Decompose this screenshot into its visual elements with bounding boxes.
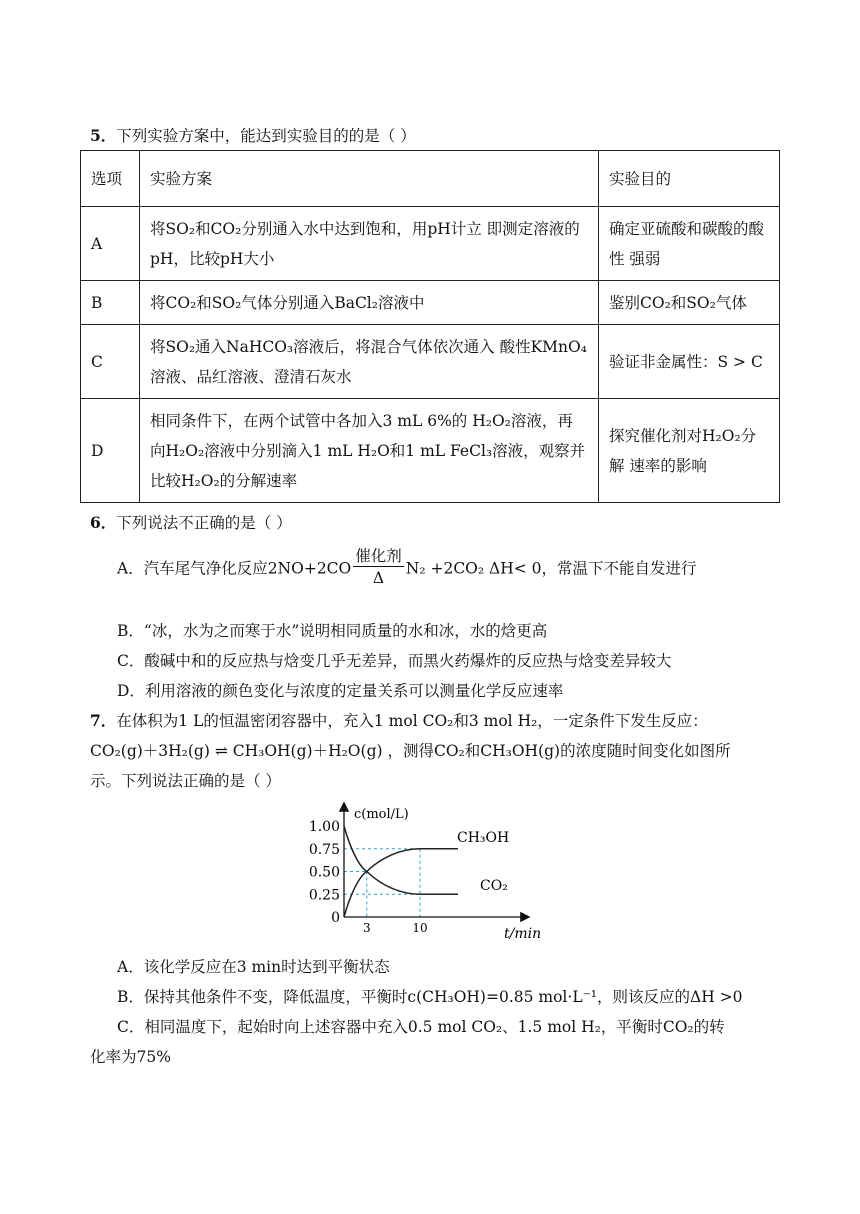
option-label: B	[81, 281, 140, 325]
option-label: C	[81, 325, 140, 399]
table-row	[81, 281, 780, 325]
question-7-text: 在体积为1 L的恒温密闭容器中，充入1 mol CO₂和3 mol H₂，一定条件下发生反应：	[116, 712, 708, 730]
question-5-number: 5．	[90, 126, 117, 145]
question-6-option-b: B．“冰，水为之而寒于水”说明相同质量的水和冰，水的焓更高	[117, 622, 548, 640]
question-7-line-2: CO₂(g)＋3H₂(g) ⇌ CH₃OH(g)＋H₂O(g) ，测得CO₂和CH₃OH(g)的浓度随时间变化如图所	[90, 742, 731, 760]
table-row	[81, 325, 780, 399]
series-line-ch3oh	[344, 849, 458, 917]
question-6-text: 下列说法不正确的是（ ）	[116, 514, 292, 532]
x-tick-label: 3	[362, 921, 371, 935]
question-7-option-a: A．该化学反应在3 min时达到平衡状态	[117, 958, 390, 976]
y-tick-label: 0.25	[308, 887, 340, 904]
experiment-goal: 验证非金属性：S > C	[599, 325, 780, 399]
concentration-chart	[300, 798, 550, 946]
question-7-option-b: B．保持其他条件不变，降低温度，平衡时c(CH₃OH)=0.85 mol·L⁻¹，则该反应的ΔH >0	[117, 988, 743, 1006]
experiment-goal: 鉴别CO₂和SO₂气体	[599, 281, 780, 325]
table-row	[81, 399, 780, 503]
y-axis-label: c(mol/L)	[354, 807, 409, 822]
question-5-stem	[90, 124, 416, 146]
question-7-number: 7．	[90, 711, 117, 730]
reaction-condition	[353, 546, 404, 589]
experiment-plan: 将CO₂和SO₂气体分别通入BaCl₂溶液中	[140, 281, 599, 325]
option-a-text-pre: A．汽车尾气净化反应2NO+2CO	[117, 559, 352, 578]
x-tick-label: 10	[412, 921, 428, 935]
question-5-text: 下列实验方案中，能达到实验目的的是（ ）	[116, 127, 416, 145]
option-label: D	[81, 399, 140, 503]
series-label-ch3oh: CH₃OH	[457, 830, 510, 846]
table-header-cell: 实验方案	[140, 151, 599, 207]
question-6-number: 6．	[90, 513, 117, 532]
option-a-text-post: N₂ +2CO₂ ΔH< 0，常温下不能自发进行	[405, 559, 697, 578]
experiment-table	[80, 150, 780, 503]
question-6-option-c: C．酸碱中和的反应热与焓变几乎无差异，而黑火药爆炸的反应热与焓变差异较大	[117, 652, 672, 670]
y-tick-label: 0.50	[308, 864, 340, 881]
question-6-stem	[90, 511, 292, 533]
question-7-option-c-continued: 化率为75%	[90, 1048, 171, 1066]
experiment-plan: 相同条件下，在两个试管中各加入3 mL 6%的 H₂O₂溶液，再向H₂O₂溶液中分别滴入1 mL H₂O和1 mL FeCl₃溶液，观察并比较H₂O₂的分解速率	[140, 399, 599, 503]
experiment-goal: 确定亚硫酸和碳酸的酸性 强弱	[599, 207, 780, 281]
heat-symbol: Δ	[372, 569, 385, 587]
y-tick-label: 0	[331, 910, 340, 926]
table-header-cell: 选项	[81, 151, 140, 207]
question-7-option-c: C．相同温度下，起始时向上述容器中充入0.5 mol CO₂、1.5 mol H₂，平衡时CO₂的转	[117, 1018, 725, 1036]
option-label: A	[81, 207, 140, 281]
question-7-line-1	[90, 709, 708, 731]
y-tick-label: 1.00	[308, 819, 340, 835]
table-row	[81, 207, 780, 281]
y-tick-label: 0.75	[308, 841, 340, 858]
x-axis-label: t/min	[504, 926, 542, 942]
series-line-co2	[344, 826, 458, 894]
question-7-line-3: 示。下列说法正确的是（ ）	[90, 772, 281, 790]
experiment-goal: 探究催化剂对H₂O₂分解 速率的影响	[599, 399, 780, 503]
series-label-co2: CO₂	[480, 878, 508, 894]
table-header-cell: 实验目的	[599, 151, 780, 207]
experiment-plan: 将SO₂通入NaHCO₃溶液后，将混合气体依次通入 酸性KMnO₄溶液、品红溶液、澄清石灰水	[140, 325, 599, 399]
catalyst-label: 催化剂	[355, 547, 402, 565]
question-6-option-d: D．利用溶液的颜色变化与浓度的定量关系可以测量化学反应速率	[117, 682, 564, 700]
table-header-row	[81, 151, 780, 207]
experiment-plan: 将SO₂和CO₂分别通入水中达到饱和，用pH计立 即测定溶液的pH，比较pH大小	[140, 207, 599, 281]
question-6-option-a	[117, 546, 697, 589]
